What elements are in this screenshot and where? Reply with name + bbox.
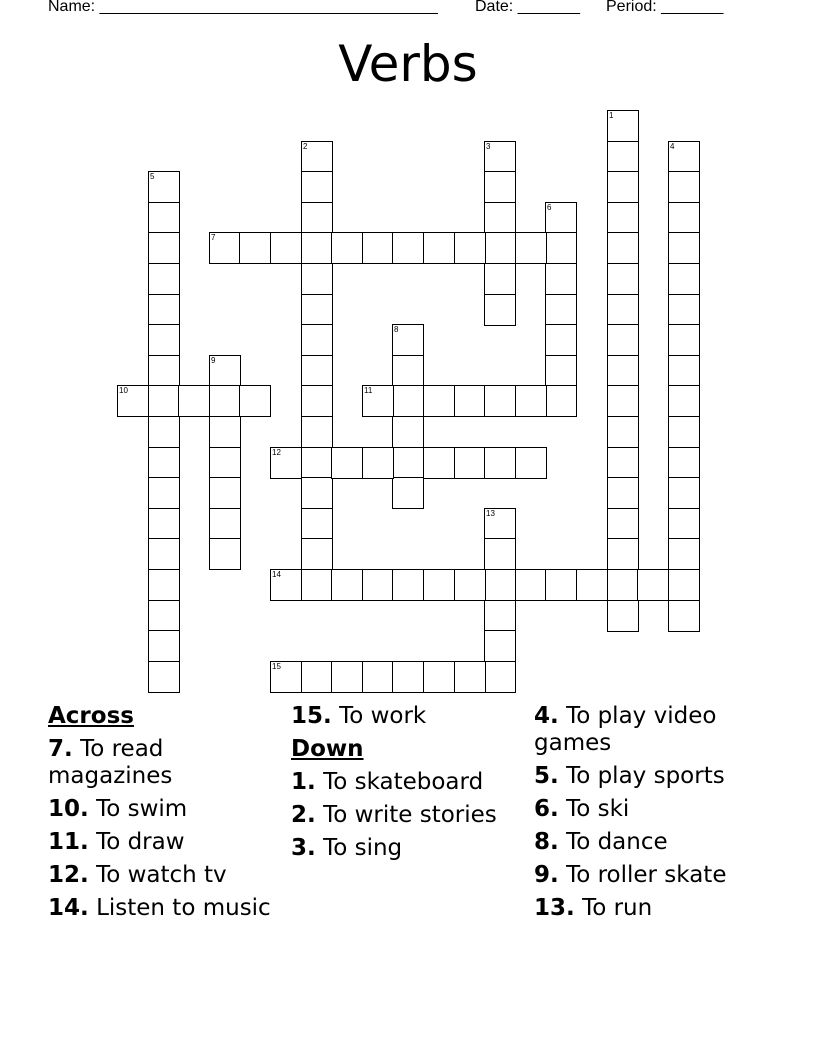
crossword-cell[interactable] <box>392 385 424 417</box>
crossword-cell[interactable] <box>148 600 180 632</box>
clue-number: 12. <box>48 862 89 888</box>
crossword-cell[interactable] <box>117 385 149 417</box>
crossword-cell[interactable] <box>423 661 455 693</box>
crossword-cell[interactable] <box>668 385 700 417</box>
crossword-cell[interactable] <box>270 232 302 264</box>
clue-number-label: 13 <box>486 509 495 518</box>
crossword-cell[interactable] <box>515 385 547 417</box>
crossword-cell[interactable] <box>148 294 180 326</box>
crossword-cell[interactable] <box>484 141 516 173</box>
page-title: Verbs <box>338 35 478 93</box>
crossword-cell[interactable] <box>362 385 394 417</box>
crossword-cell[interactable] <box>362 447 394 479</box>
clue-text: To watch tv <box>96 862 227 888</box>
crossword-cell[interactable] <box>607 141 639 173</box>
clue-number: 4. <box>534 703 559 729</box>
crossword-cell[interactable] <box>423 232 455 264</box>
clue-number: 10. <box>48 796 89 822</box>
clue-number: 11. <box>48 829 89 855</box>
crossword-cell[interactable] <box>301 355 333 387</box>
crossword-cell[interactable] <box>668 324 700 356</box>
clue-number-label: 6 <box>547 203 552 212</box>
crossword-cell[interactable] <box>423 569 455 601</box>
crossword-cell[interactable] <box>423 385 455 417</box>
crossword-cell[interactable] <box>607 385 639 417</box>
crossword-cell[interactable] <box>484 569 516 601</box>
clue-column-2 <box>291 703 523 868</box>
clue-number-label: 8 <box>394 325 399 334</box>
crossword-cell[interactable] <box>545 202 577 234</box>
crossword-cell[interactable] <box>362 569 394 601</box>
clue-down-13 <box>534 895 766 922</box>
clue-down-2 <box>291 802 523 829</box>
crossword-cell[interactable] <box>484 263 516 295</box>
crossword-cell[interactable] <box>545 294 577 326</box>
crossword-cell[interactable] <box>148 477 180 509</box>
clue-across-10 <box>48 796 280 823</box>
crossword-cell[interactable] <box>484 232 516 264</box>
crossword-cell[interactable] <box>484 630 516 662</box>
crossword-cell[interactable] <box>148 661 180 693</box>
crossword-cell[interactable] <box>301 385 333 417</box>
crossword-cell[interactable] <box>607 600 639 632</box>
clue-text: To write stories <box>323 802 497 828</box>
crossword-cell[interactable] <box>668 263 700 295</box>
crossword-cell[interactable] <box>607 569 639 601</box>
clue-number: 2. <box>291 802 316 828</box>
crossword-cell[interactable] <box>148 171 180 203</box>
clue-number-label: 1 <box>609 111 614 120</box>
crossword-cell[interactable] <box>515 232 547 264</box>
crossword-cell[interactable] <box>607 171 639 203</box>
crossword-cell[interactable] <box>668 355 700 387</box>
clue-number-label: 7 <box>211 233 216 242</box>
clue-down-1 <box>291 769 523 796</box>
crossword-cell[interactable] <box>607 324 639 356</box>
crossword-cell[interactable] <box>545 385 577 417</box>
crossword-cell[interactable] <box>301 569 333 601</box>
crossword-cell[interactable] <box>392 416 424 448</box>
crossword-cell[interactable] <box>484 171 516 203</box>
crossword-cell[interactable] <box>148 538 180 570</box>
clue-across-7 <box>48 736 280 790</box>
name-field[interactable]: Name: ______________________________________ <box>48 0 438 15</box>
crossword-cell[interactable] <box>668 600 700 632</box>
crossword-cell[interactable] <box>301 661 333 693</box>
clue-number-label: 2 <box>303 142 308 151</box>
clue-down-8 <box>534 829 766 856</box>
clue-number-label: 3 <box>486 142 491 151</box>
crossword-cell[interactable] <box>301 294 333 326</box>
crossword-cell[interactable] <box>668 508 700 540</box>
period-field[interactable]: Period: _______ <box>606 0 724 15</box>
crossword-cell[interactable] <box>668 294 700 326</box>
crossword-cell[interactable] <box>148 416 180 448</box>
crossword-cell[interactable] <box>484 600 516 632</box>
clue-number: 6. <box>534 796 559 822</box>
clue-number: 3. <box>291 835 316 861</box>
crossword-cell[interactable] <box>423 447 455 479</box>
clue-number-label: 4 <box>670 142 675 151</box>
crossword-cell[interactable] <box>301 477 333 509</box>
crossword-cell[interactable] <box>576 569 608 601</box>
crossword-cell[interactable] <box>239 232 271 264</box>
crossword-cell[interactable] <box>484 661 516 693</box>
crossword-cell[interactable] <box>209 355 241 387</box>
crossword-cell[interactable] <box>209 477 241 509</box>
clue-number: 9. <box>534 862 559 888</box>
clue-column-3 <box>534 703 766 928</box>
crossword-cell[interactable] <box>239 385 271 417</box>
crossword-cell[interactable] <box>209 416 241 448</box>
clue-number-label: 9 <box>211 356 216 365</box>
crossword-cell[interactable] <box>301 232 333 264</box>
crossword-cell[interactable] <box>392 661 424 693</box>
crossword-cell[interactable] <box>270 569 302 601</box>
crossword-cell[interactable] <box>209 385 241 417</box>
clue-number: 1. <box>291 769 316 795</box>
crossword-cell[interactable] <box>607 447 639 479</box>
clue-text: To swim <box>96 796 188 822</box>
down-heading: Down <box>291 736 364 762</box>
crossword-cell[interactable] <box>362 232 394 264</box>
crossword-cell[interactable] <box>515 447 547 479</box>
clue-text: To play video games <box>534 703 717 756</box>
crossword-cell[interactable] <box>148 569 180 601</box>
clue-text: To work <box>339 703 427 729</box>
clue-text: To run <box>582 895 653 921</box>
clue-text: To roller skate <box>566 862 727 888</box>
crossword-cell[interactable] <box>331 232 363 264</box>
clue-number-label: 15 <box>272 662 281 671</box>
crossword-cell[interactable] <box>668 569 700 601</box>
crossword-cell[interactable] <box>178 385 210 417</box>
clue-across-12 <box>48 862 280 889</box>
crossword-cell[interactable] <box>270 661 302 693</box>
crossword-cell[interactable] <box>148 447 180 479</box>
crossword-cell[interactable] <box>454 569 486 601</box>
crossword-cell[interactable] <box>148 263 180 295</box>
crossword-cell[interactable] <box>301 538 333 570</box>
clue-text: To sing <box>323 835 403 861</box>
crossword-cell[interactable] <box>637 569 669 601</box>
clue-text: To draw <box>96 829 185 855</box>
crossword-cell[interactable] <box>607 202 639 234</box>
date-field[interactable]: Date: _______ <box>475 0 580 15</box>
crossword-cell[interactable] <box>607 355 639 387</box>
crossword-cell[interactable] <box>607 263 639 295</box>
crossword-cell[interactable] <box>607 508 639 540</box>
crossword-cell[interactable] <box>607 538 639 570</box>
crossword-cell[interactable] <box>392 324 424 356</box>
crossword-cell[interactable] <box>301 141 333 173</box>
crossword-cell[interactable] <box>545 232 577 264</box>
crossword-cell[interactable] <box>668 477 700 509</box>
crossword-cell[interactable] <box>148 630 180 662</box>
crossword-cell[interactable] <box>545 569 577 601</box>
clue-number: 14. <box>48 895 89 921</box>
clue-text: To read magazines <box>48 736 173 789</box>
clue-number: 13. <box>534 895 575 921</box>
crossword-cell[interactable] <box>484 202 516 234</box>
crossword-cell[interactable] <box>484 538 516 570</box>
clue-number-label: 14 <box>272 570 281 579</box>
crossword-cell[interactable] <box>668 171 700 203</box>
clue-down-5 <box>534 763 766 790</box>
clue-text: To skateboard <box>323 769 484 795</box>
crossword-cell[interactable] <box>668 141 700 173</box>
crossword-cell[interactable] <box>454 385 486 417</box>
crossword-cell[interactable] <box>668 232 700 264</box>
crossword-cell[interactable] <box>148 202 180 234</box>
crossword-cell[interactable] <box>209 538 241 570</box>
clue-across-15 <box>291 703 523 730</box>
crossword-cell[interactable] <box>301 416 333 448</box>
crossword-cell[interactable] <box>148 385 180 417</box>
clue-text: To play sports <box>566 763 725 789</box>
crossword-cell[interactable] <box>209 508 241 540</box>
crossword-cell[interactable] <box>301 508 333 540</box>
crossword-cell[interactable] <box>484 294 516 326</box>
crossword-cell[interactable] <box>392 232 424 264</box>
crossword-cell[interactable] <box>148 355 180 387</box>
crossword-cell[interactable] <box>484 508 516 540</box>
crossword-cell[interactable] <box>607 232 639 264</box>
clue-text: To ski <box>566 796 630 822</box>
crossword-cell[interactable] <box>148 324 180 356</box>
crossword-cell[interactable] <box>301 202 333 234</box>
clue-down-3 <box>291 835 523 862</box>
crossword-cell[interactable] <box>607 294 639 326</box>
clue-number-label: 11 <box>364 386 373 395</box>
clue-text: To dance <box>566 829 668 855</box>
crossword-cell[interactable] <box>301 447 333 479</box>
clue-number: 8. <box>534 829 559 855</box>
crossword-cell[interactable] <box>331 661 363 693</box>
crossword-cell[interactable] <box>392 569 424 601</box>
crossword-cell[interactable] <box>331 569 363 601</box>
crossword-cell[interactable] <box>301 324 333 356</box>
crossword-cell[interactable] <box>607 416 639 448</box>
clue-down-9 <box>534 862 766 889</box>
crossword-cell[interactable] <box>607 110 639 142</box>
crossword-cell[interactable] <box>668 538 700 570</box>
clue-down-6 <box>534 796 766 823</box>
crossword-cell[interactable] <box>484 447 516 479</box>
crossword-cell[interactable] <box>270 447 302 479</box>
clue-text: Listen to music <box>96 895 271 921</box>
across-heading: Across <box>48 703 134 729</box>
crossword-cell[interactable] <box>668 202 700 234</box>
clue-number-label: 5 <box>150 172 155 181</box>
clue-column-1 <box>48 703 280 928</box>
clue-number: 5. <box>534 763 559 789</box>
clue-across-14 <box>48 895 280 922</box>
crossword-cell[interactable] <box>301 263 333 295</box>
crossword-cell[interactable] <box>362 661 394 693</box>
crossword-cell[interactable] <box>668 416 700 448</box>
clue-number-label: 12 <box>272 448 281 457</box>
crossword-cell[interactable] <box>668 447 700 479</box>
crossword-cell[interactable] <box>148 232 180 264</box>
crossword-cell[interactable] <box>454 661 486 693</box>
crossword-cell[interactable] <box>209 232 241 264</box>
crossword-cell[interactable] <box>454 447 486 479</box>
clue-number: 7. <box>48 736 73 762</box>
clue-down-4 <box>534 703 766 757</box>
crossword-cell[interactable] <box>545 263 577 295</box>
crossword-cell[interactable] <box>515 569 547 601</box>
clue-number: 15. <box>291 703 332 729</box>
crossword-cell[interactable] <box>392 355 424 387</box>
crossword-cell[interactable] <box>392 447 424 479</box>
crossword-cell[interactable] <box>607 477 639 509</box>
crossword-cell[interactable] <box>331 447 363 479</box>
crossword-cell[interactable] <box>209 447 241 479</box>
crossword-cell[interactable] <box>484 385 516 417</box>
crossword-cell[interactable] <box>148 508 180 540</box>
crossword-cell[interactable] <box>392 477 424 509</box>
crossword-cell[interactable] <box>545 324 577 356</box>
crossword-cell[interactable] <box>545 355 577 387</box>
clue-across-11 <box>48 829 280 856</box>
crossword-cell[interactable] <box>301 171 333 203</box>
clue-number-label: 10 <box>119 386 128 395</box>
crossword-cell[interactable] <box>454 232 486 264</box>
